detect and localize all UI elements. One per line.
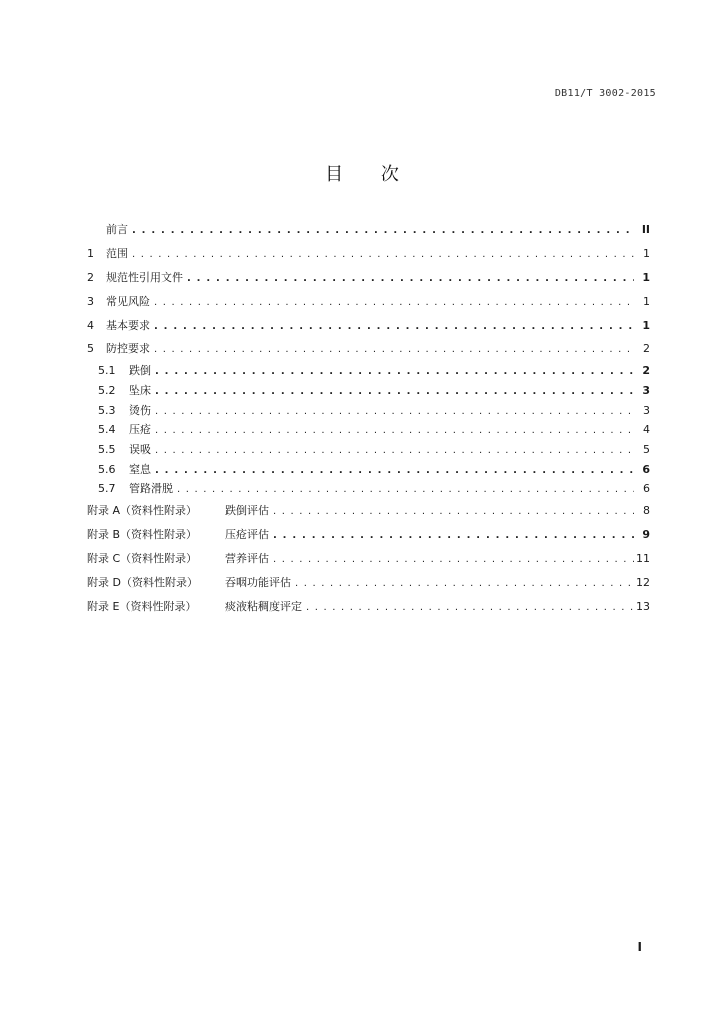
standard-code: DB11/T 3002-2015: [554, 88, 656, 99]
toc-entry-label: 痰液粘稠度评定: [225, 599, 302, 613]
toc-entry-page: 3: [643, 403, 650, 417]
toc-entry[interactable]: [87, 290, 650, 314]
toc-entry[interactable]: [87, 571, 650, 595]
toc-leader-dots: [155, 402, 634, 422]
toc-entry-page: 3: [642, 384, 650, 398]
toc-entry-number: 5.6: [98, 462, 116, 476]
toc-entry-number: 5.3: [98, 403, 116, 417]
toc-entry-page: 1: [643, 246, 650, 260]
toc-leader-dots: [155, 382, 634, 402]
toc-entry-label: 误吸: [129, 443, 151, 457]
toc-entry-number: 4: [87, 318, 94, 332]
toc-leader-dots: [273, 524, 634, 548]
toc-entry-page: 1: [643, 294, 650, 308]
toc-entry[interactable]: [87, 242, 650, 266]
toc-entry-label: 压疮: [129, 423, 151, 437]
toc-entry-label: 压疮评估: [225, 528, 269, 542]
toc-entry-page: 8: [643, 504, 650, 518]
toc-leader-dots: [273, 500, 634, 524]
toc-entry[interactable]: [87, 420, 650, 440]
toc-entry[interactable]: [87, 440, 650, 460]
toc-entry-label: 营养评估: [225, 551, 269, 565]
toc-entry-number: 附录 B（资料性附录）: [87, 528, 198, 542]
toc-entry[interactable]: [87, 499, 650, 523]
toc-leader-dots: [155, 362, 634, 382]
toc-entry-number: 3: [87, 294, 94, 308]
toc-entry-page: 11: [636, 551, 650, 565]
toc-entry-number: 5.1: [98, 364, 116, 378]
toc-entry-label: 坠床: [129, 384, 151, 398]
toc-leader-dots: [273, 548, 634, 572]
toc-entry-label: 规范性引用文件: [106, 270, 183, 284]
toc-entry-page: 5: [643, 443, 650, 457]
toc-entry-page: 12: [636, 575, 650, 589]
toc-entry-page: 6: [642, 462, 650, 476]
toc-entry[interactable]: [87, 361, 650, 381]
toc-leader-dots: [154, 315, 634, 339]
toc-entry-label: 窒息: [129, 462, 151, 476]
page-title: 目 次: [325, 164, 415, 185]
toc-entry[interactable]: [87, 460, 650, 480]
toc-entry[interactable]: [87, 547, 650, 571]
toc-entry-number: 附录 A（资料性附录）: [87, 504, 198, 518]
toc-entry-label: 管路滑脱: [129, 482, 173, 496]
toc-entry[interactable]: [87, 401, 650, 421]
toc-leader-dots: [132, 219, 634, 243]
toc-leader-dots: [306, 596, 634, 620]
toc-entry-number: 1: [87, 246, 94, 260]
toc-entry-number: 5.2: [98, 384, 116, 398]
table-of-contents: [87, 218, 650, 619]
toc-entry[interactable]: [87, 479, 650, 499]
toc-entry-page: 1: [642, 318, 650, 332]
toc-entry-page: 9: [642, 528, 650, 542]
toc-entry-number: 5.7: [98, 482, 116, 496]
toc-leader-dots: [132, 243, 634, 267]
toc-entry-number: 附录 E（资料性附录）: [87, 599, 197, 613]
toc-entry-number: 2: [87, 270, 94, 284]
toc-entry-label: 跌倒: [129, 364, 151, 378]
toc-leader-dots: [154, 338, 634, 362]
toc-entry-label: 范围: [106, 246, 128, 260]
toc-entry-page: 2: [642, 364, 650, 378]
toc-entry[interactable]: [87, 266, 650, 290]
toc-entry-number: 5.5: [98, 443, 116, 457]
toc-leader-dots: [177, 480, 634, 500]
toc-entry[interactable]: [87, 523, 650, 547]
toc-entry-label: 烫伤: [129, 403, 151, 417]
toc-entry-number: 附录 C（资料性附录）: [87, 551, 198, 565]
toc-entry[interactable]: [87, 314, 650, 338]
toc-leader-dots: [154, 291, 634, 315]
toc-entry-number: 5: [87, 342, 94, 356]
toc-entry-number: 附录 D（资料性附录）: [87, 575, 198, 589]
toc-entry-label: 吞咽功能评估: [225, 575, 291, 589]
toc-leader-dots: [155, 421, 634, 441]
toc-leader-dots: [295, 572, 634, 596]
toc-entry-page: II: [641, 223, 650, 236]
toc-leader-dots: [187, 267, 634, 291]
toc-entry-page: 4: [643, 423, 650, 437]
toc-entry-label: 基本要求: [106, 318, 150, 332]
toc-entry-number: 5.4: [98, 423, 116, 437]
toc-entry[interactable]: [87, 218, 650, 242]
toc-entry[interactable]: [87, 595, 650, 619]
toc-leader-dots: [155, 441, 634, 461]
toc-entry-page: 13: [636, 599, 650, 613]
page-number: I: [637, 940, 642, 954]
toc-entry-page: 6: [643, 482, 650, 496]
toc-entry-label: 常见风险: [106, 294, 150, 308]
toc-leader-dots: [155, 461, 634, 481]
toc-entry[interactable]: [87, 337, 650, 361]
toc-entry-label: 防控要求: [106, 342, 150, 356]
toc-entry-page: 2: [643, 342, 650, 356]
toc-entry-label: 跌倒评估: [225, 504, 269, 518]
toc-entry-page: 1: [642, 270, 650, 284]
toc-entry[interactable]: [87, 381, 650, 401]
toc-entry-label: 前言: [106, 223, 128, 236]
